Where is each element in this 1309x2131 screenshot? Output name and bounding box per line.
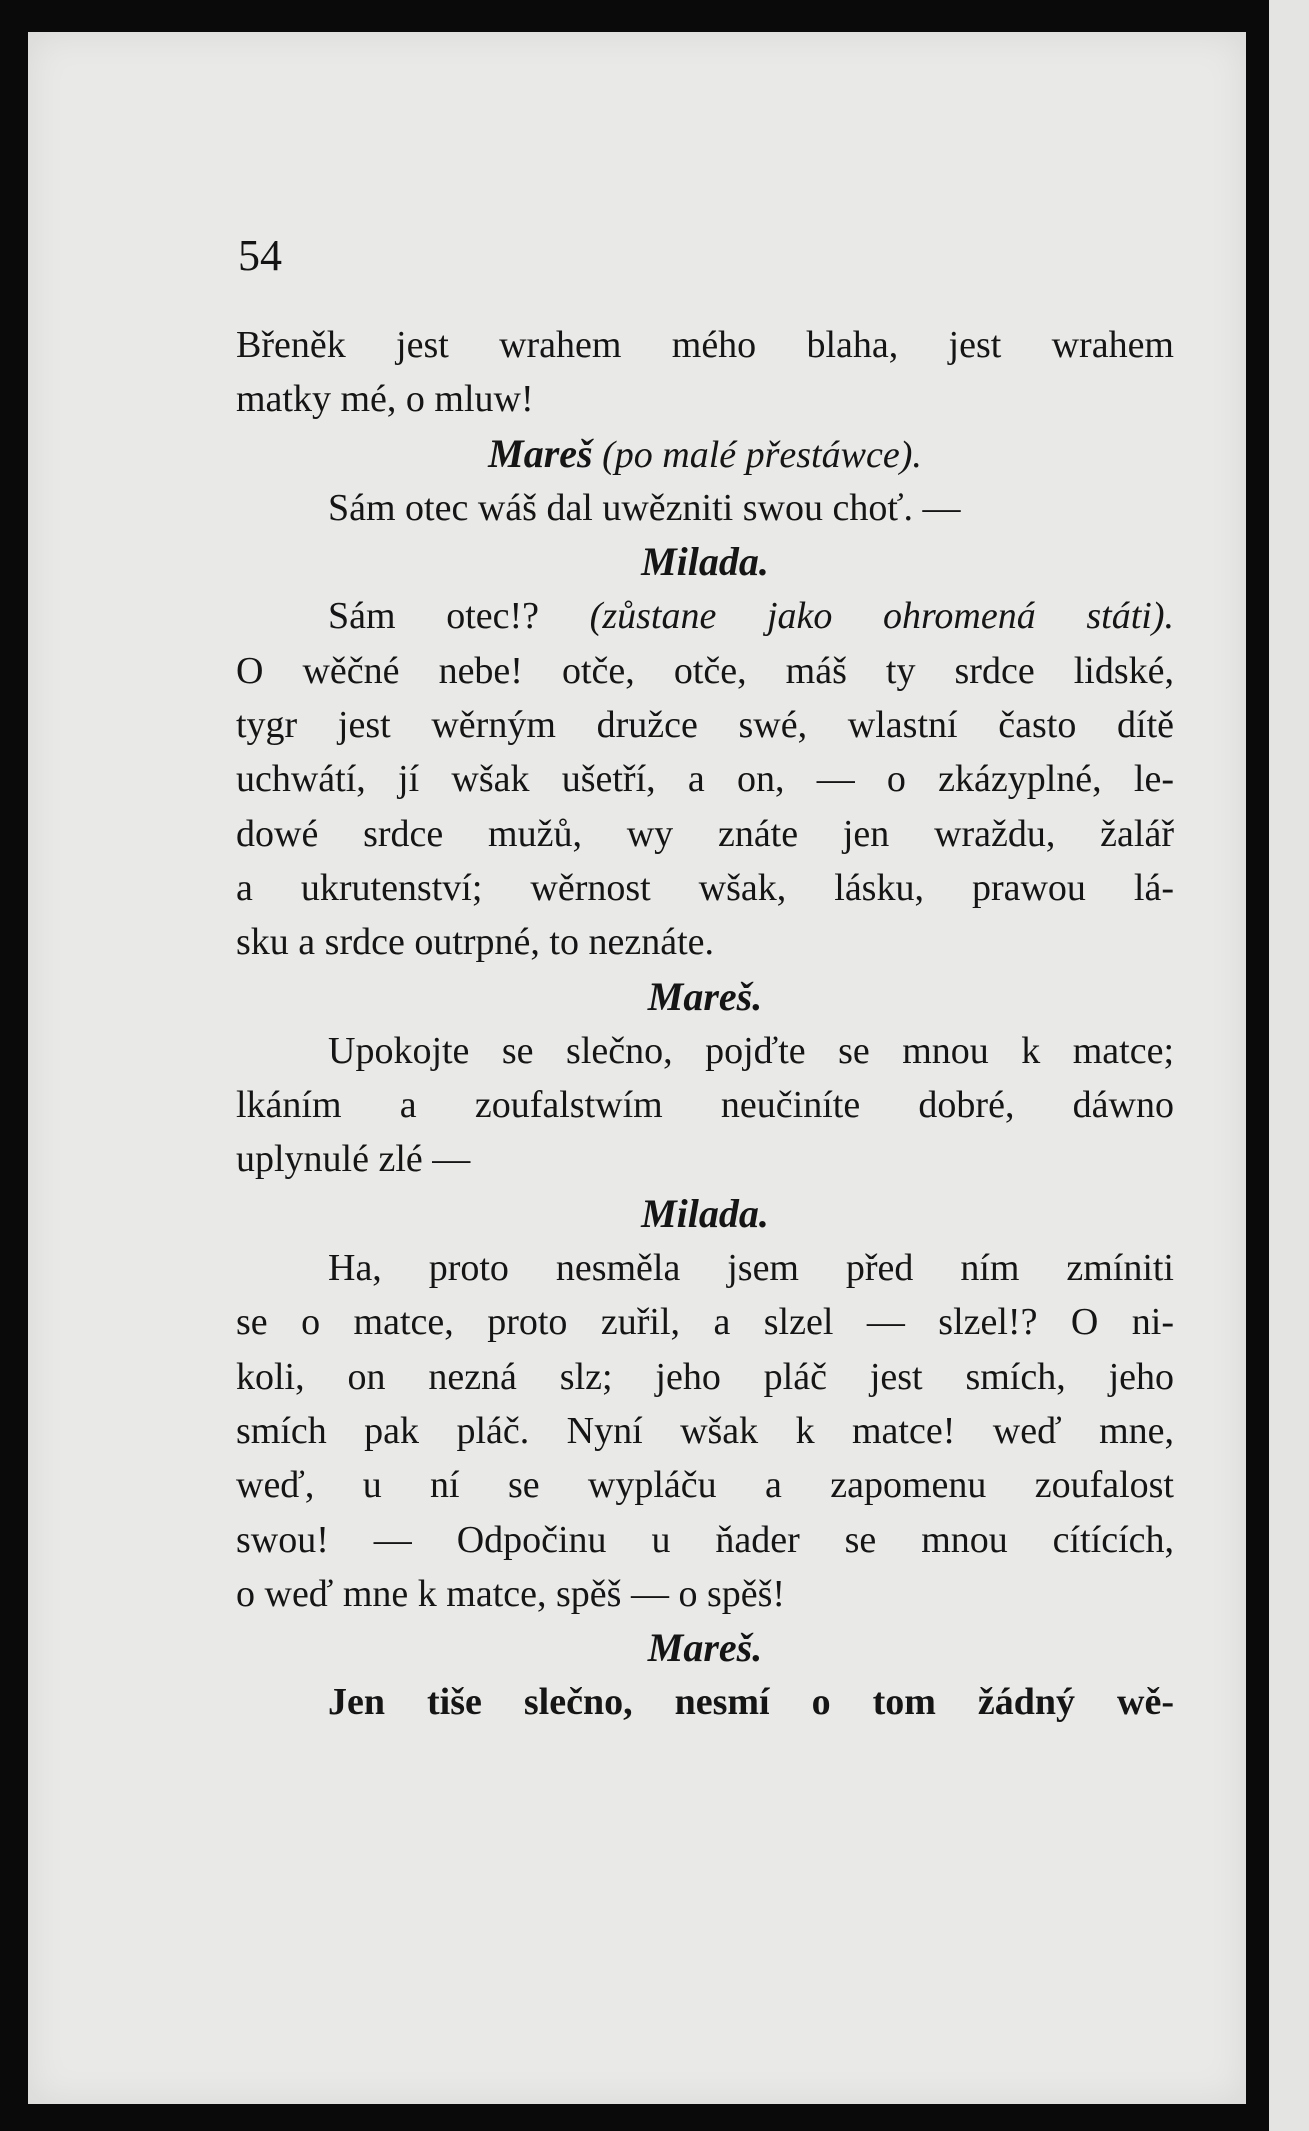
- text-line: a ukrutenství; wěrnost wšak, lásku, prawou lá-: [236, 866, 1174, 909]
- page-number: 54: [238, 231, 282, 280]
- text-line-with-stage: [236, 589, 1174, 643]
- speaker-heading: Mareš.: [647, 973, 763, 1019]
- text-line: Jen tiše slečno, nesmí o tom žádný wě-: [328, 1681, 1174, 1724]
- speaker-name: Mareš: [488, 430, 593, 476]
- stage-direction: (zůstane jako ohromená státi).: [589, 595, 1174, 638]
- text-line: matky mé, o mluw!: [236, 378, 534, 421]
- speaker-heading: [236, 427, 1174, 481]
- adjacent-page-edge: [1269, 0, 1309, 2131]
- text-line: sku a srdce outrpné, to neznáte.: [236, 921, 714, 964]
- text-line: koli, on nezná slz; jeho pláč jest smích, jeho: [236, 1355, 1174, 1398]
- text-line: swou! — Odpočinu u ňader se mnou cítících,: [236, 1518, 1174, 1561]
- page-text: [236, 318, 1174, 1730]
- text-line: se o matce, proto zuřil, a slzel — slzel!? O ni-: [236, 1301, 1174, 1344]
- text-line: Břeněk jest wrahem mého blaha, jest wrahem: [236, 324, 1174, 366]
- text-fragment: Sám otec!?: [328, 595, 540, 638]
- speaker-heading: Milada.: [641, 539, 769, 585]
- text-line: lkáním a zoufalstwím neučiníte dobré, dáwno: [236, 1084, 1174, 1127]
- text-line: tygr jest wěrným družce swé, wlastní často dítě: [236, 704, 1174, 747]
- text-line: dowé srdce mužů, wy znáte jen wraždu, žalář: [236, 812, 1174, 855]
- text-line: smích pak pláč. Nyní wšak k matce! weď mne,: [236, 1409, 1174, 1452]
- text-line: o weď mne k matce, spěš — o spěš!: [236, 1572, 786, 1615]
- text-line: uplynulé zlé —: [236, 1138, 471, 1181]
- text-line: Ha, proto nesměla jsem před ním zmíniti: [328, 1247, 1174, 1290]
- text-line: Upokojte se slečno, pojďte se mnou k matce;: [328, 1029, 1174, 1072]
- text-line: O wěčné nebe! otče, otče, máš ty srdce lidské,: [236, 649, 1174, 692]
- stage-direction: (po malé přestáwce).: [602, 433, 922, 476]
- speaker-heading: Mareš.: [647, 1625, 763, 1671]
- speaker-heading: Milada.: [641, 1190, 769, 1236]
- text-line: uchwátí, jí wšak ušetří, a on, — o zkázyplné, le-: [236, 758, 1174, 801]
- text-line: weď, u ní se wypláču a zapomenu zoufalost: [236, 1464, 1174, 1507]
- text-line: Sám otec wáš dal uwězniti swou choť. —: [328, 486, 961, 529]
